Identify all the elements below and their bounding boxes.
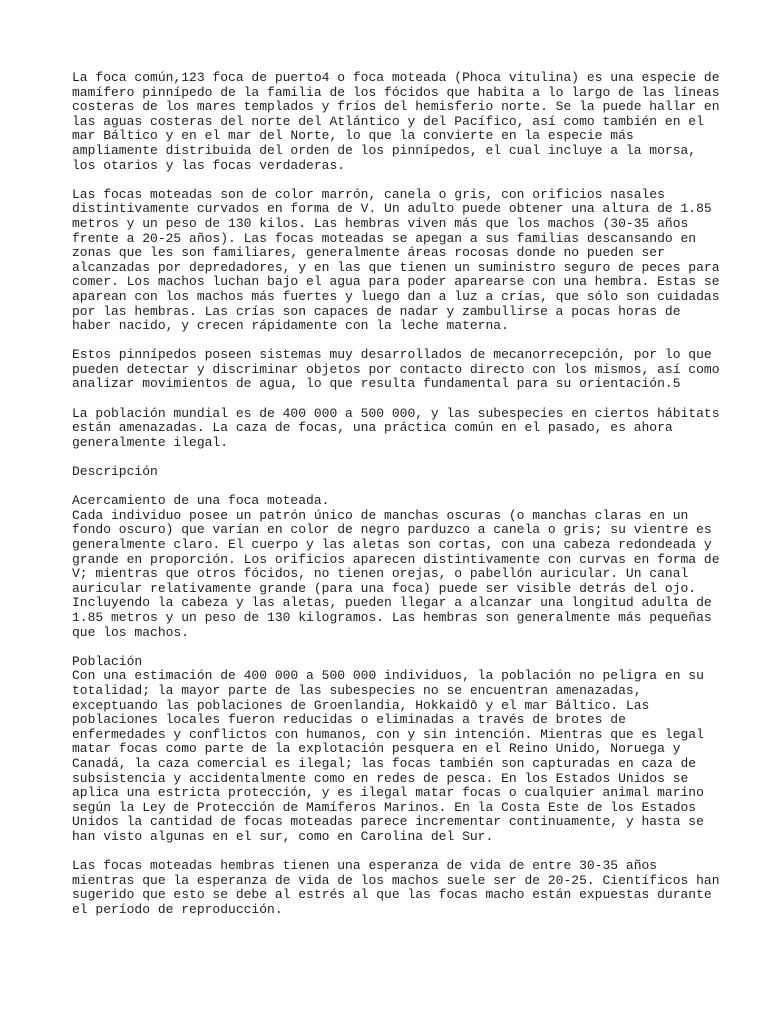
paragraph-population-summary	[72, 405, 720, 451]
paragraph-lifespan	[72, 858, 720, 917]
text-line: grande en proporción. Los orificios aparecen distintivamente con curvas en forma de	[72, 551, 720, 567]
paragraph-population	[72, 655, 712, 845]
text-line: poblaciones locales fueron reducidas o eliminadas a través de brotes de	[72, 712, 626, 728]
image-caption: Acercamiento de una foca moteada.	[72, 493, 330, 509]
text-line: 1.85 metros y un peso de 130 kilogramos. Las hembras son generalmente más pequeñas	[72, 609, 712, 625]
text-line: fondo oscuro) que varían en color de negro parduzco a canela o gris; su vientre es	[72, 522, 712, 538]
section-heading: Descripción	[72, 464, 158, 480]
text-line: generalmente claro. El cuerpo y las aletas son cortas, con una cabeza redondeada y	[72, 537, 712, 552]
text-line: haber nacido, y crecen rápidamente con la leche materna.	[72, 318, 509, 334]
text-line: V; mientras que otros fócidos, no tienen orejas, o pabellón auricular. Un canal	[72, 566, 689, 582]
text-line: aparean con los machos más fuertes y luego dan a luz a crías, que sólo son cuidadas	[72, 288, 720, 304]
text-line: subsistencia y accidentalmente como en redes de pesca. En los Estados Unidos se	[72, 770, 689, 786]
text-line: que los machos.	[72, 624, 190, 640]
text-line: generalmente ilegal.	[72, 434, 229, 450]
section-heading-descripcion	[72, 465, 712, 480]
document-page	[72, 70, 720, 932]
text-line: Unidos la cantidad de focas moteadas parece incrementar continuamente, y hasta se	[72, 814, 704, 830]
text-line: mar Báltico y en el mar del Norte, lo que la convierte en la especie más	[72, 128, 634, 144]
text-line: Incluyendo la cabeza y las aletas, pueden llegar a alcanzar una longitud adulta de	[72, 595, 712, 611]
text-line: el período de reproducción.	[72, 901, 283, 917]
text-line: totalidad; la mayor parte de las subespecies no se encuentran amenazadas,	[72, 682, 642, 698]
text-line: distintivamente curvados en forma de V. Un adulto puede obtener una altura de 1.85	[72, 201, 712, 217]
text-line: costeras de los mares templados y fríos del hemisferio norte. Se la puede hallar en	[72, 99, 720, 115]
text-line: La foca común,123 foca de puerto4 o foca moteada (Phoca vitulina) es una especie de	[72, 70, 720, 85]
text-line: La población mundial es de 400 000 a 500 000, y las subespecies en ciertos hábitats	[72, 405, 720, 421]
text-line: mamífero pinnípedo de la familia de los fócidos que habita a lo largo de las líneas	[72, 84, 720, 100]
text-line: matar focas como parte de la explotación pesquera en el Reino Unido, Noruega y	[72, 741, 681, 757]
paragraph-intro	[72, 70, 720, 173]
text-line: Canadá, la caza comercial es ilegal; las focas también son capturadas en caza de	[72, 755, 697, 771]
text-line: mientras que la esperanza de vida de los machos suele ser de 20-25. Científicos han	[72, 872, 720, 888]
text-line: aplica una estricta protección, y es ilegal matar focas o cualquier animal marino	[72, 785, 704, 801]
text-line: Estos pinnípedos poseen sistemas muy desarrollados de mecanorrecepción, por lo que	[72, 347, 712, 363]
text-line: metros y un peso de 130 kilos. Las hembras viven más que los machos (30-35 años	[72, 215, 689, 231]
text-line: frente a 20-25 años). Las focas moteadas se apegan a sus familias descansando en	[72, 230, 697, 246]
text-line: Las focas moteadas son de color marrón, canela o gris, con orificios nasales	[72, 186, 665, 202]
text-line: según la Ley de Protección de Mamíferos Marinos. En la Costa Este de los Estados	[72, 799, 697, 815]
text-line: analizar movimientos de agua, lo que resulta fundamental para su orientación.5	[72, 376, 681, 392]
text-line: sugerido que esto se debe al estrés al que las focas macho están expuestas durante	[72, 887, 712, 903]
text-line: comer. Los machos luchan bajo el agua para poder aparearse con una hembra. Estas se	[72, 274, 720, 290]
text-line: están amenazadas. La caza de focas, una práctica común en el pasado, es ahora	[72, 420, 673, 436]
section-heading: Población	[72, 653, 143, 669]
paragraph-description	[72, 493, 720, 640]
text-line: han visto algunas en el sur, como en Carolina del Sur.	[72, 828, 494, 844]
text-line: Las focas moteadas hembras tienen una esperanza de vida de entre 30-35 años	[72, 858, 658, 874]
text-line: exceptuando las poblaciones de Groenlandia, Hokkaidō y el mar Báltico. Las	[72, 697, 650, 713]
paragraph-mechanoreception	[72, 347, 720, 392]
text-line: las aguas costeras del norte del Atlántico y del Pacífico, así como también en el	[72, 113, 704, 129]
text-line: zonas que les son familiares, generalmente áreas rocosas donde no pueden ser	[72, 245, 665, 261]
text-line: auricular relativamente grande (para una foca) puede ser visible detrás del ojo.	[72, 580, 697, 596]
text-line: por las hembras. Las crías son capaces de nadar y zambullirse a pocas horas de	[72, 303, 681, 319]
text-line: Con una estimación de 400 000 a 500 000 individuos, la población no peligra en su	[72, 668, 704, 684]
text-line: los otarios y las focas verdaderas.	[72, 157, 346, 173]
text-line: ampliamente distribuida del orden de los pinnípedos, el cual incluye a la morsa,	[72, 142, 697, 158]
text-line: pueden detectar y discriminar objetos por contacto directo con los mismos, así como	[72, 361, 720, 377]
text-line: Cada individuo posee un patrón único de manchas oscuras (o manchas claras en un	[72, 507, 689, 523]
text-line: enfermedades y conflictos con humanos, con y sin intención. Mientras que es legal	[72, 726, 704, 742]
paragraph-appearance	[72, 186, 720, 334]
text-line: alcanzadas por depredadores, y en las que tienen un suministro seguro de peces para	[72, 259, 720, 275]
